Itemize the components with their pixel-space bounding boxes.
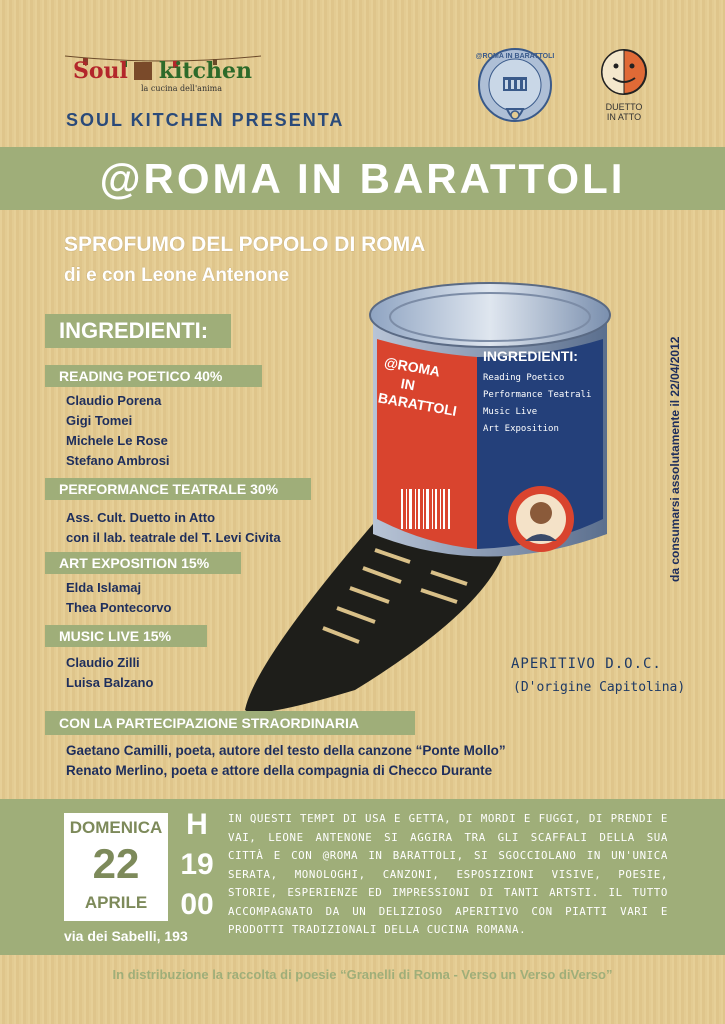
roma-logo-text: @ROMA IN BARATTOLI [475, 53, 555, 60]
expiry-note: da consumarsi assolutamente il 22/04/2012 [668, 336, 682, 582]
can-ingredient: Reading Poetico [483, 373, 565, 383]
can-ingredients-heading: INGREDIENTI: [483, 348, 578, 364]
can-title-line: @ROMA [383, 353, 442, 380]
logo-word-kitchen: kitchen [158, 58, 252, 84]
house-icon [134, 62, 152, 80]
event-hour: 19 [180, 848, 214, 881]
list-item: Claudio Porena [66, 393, 162, 408]
category-label: PERFORMANCE TEATRALE 30% [59, 481, 279, 497]
list-item: con il lab. teatrale del T. Levi Civita [66, 530, 281, 545]
duetto-line2: IN ATTO [606, 112, 642, 122]
soul-kitchen-logo [63, 52, 263, 96]
event-description: IN QUESTI TEMPI DI USA E GETTA, DI MORDI E FUGGI, DI PRENDI E VAI, LEONE ANTENONE SI AGGIRA TRA GLI SCAFFALI DELLA SUA CITTÀ E CON @ROMA IN BARATTOLI, SI SGOCCIOLANO IN UN'UNICA SERATA, MONOLOGHI, CANZONI, ESPOSIZIONI VISIVE, POESIE, STORIE, ESPERIENZE ED IMPRESSIONI DI TANTI ARTSTI. IL TUTTO ACCOMPAGNATO DA UN DELIZIOSO APERITIVO CON PIATTI VARI E PRODOTTI TRADIZIONALI DELLA CUCINA ROMANA. [228, 812, 668, 936]
can-title-line: BARATTOLI [376, 389, 458, 420]
list-item: Thea Pontecorvo [66, 600, 172, 615]
event-address: via dei Sabelli, 193 [64, 928, 188, 944]
hour-label: H [186, 808, 208, 841]
category-reading-poetico [45, 365, 262, 387]
show-author: di e con Leone Antenone [64, 265, 290, 286]
event-date: 22 [92, 840, 140, 887]
aperitivo-subtitle: (D'origine Capitolina) [513, 680, 686, 695]
aperitivo-title: APERITIVO D.O.C. [511, 656, 662, 672]
category-label: MUSIC LIVE 15% [59, 628, 172, 644]
roma-in-barattoli-logo [474, 47, 556, 129]
can-label-ingredients [483, 348, 608, 438]
list-item: Stefano Ambrosi [66, 453, 170, 468]
guest-line: Gaetano Camilli, poeta, autore del testo della canzone “Ponte Mollo” [66, 743, 506, 758]
can-ingredient: Art Exposition [483, 424, 559, 434]
guest-line: Renato Merlino, poeta e attore della compagnia di Checco Durante [66, 763, 493, 778]
event-month: APRILE [84, 893, 148, 912]
list-item: Ass. Cult. Duetto in Atto [66, 510, 216, 525]
footer-note: In distribuzione la raccolta di poesie “Granelli di Roma - Verso un Verso diVerso” [112, 967, 613, 982]
event-day: DOMENICA [69, 818, 163, 837]
can-ingredient: Performance Teatrali [483, 390, 592, 400]
list-item: Michele Le Rose [66, 433, 168, 448]
list-item: Elda Islamaj [66, 580, 142, 595]
partecipazione-heading [45, 711, 415, 735]
list-item: Luisa Balzano [66, 675, 154, 690]
list-item: Gigi Tomei [66, 413, 133, 428]
logo-tagline: la cucina dell'anima [141, 84, 223, 93]
event-title: @ROMA IN BARATTOLI [99, 155, 626, 202]
event-minutes: 00 [180, 888, 214, 921]
presenta-text: SOUL KITCHEN PRESENTA [66, 110, 345, 130]
category-label: READING POETICO 40% [59, 368, 223, 384]
show-subtitle: SPROFUMO DEL POPOLO DI ROMA [64, 233, 426, 256]
can-title-line: IN [399, 375, 417, 394]
category-music-live [45, 625, 207, 647]
list-item: Claudio Zilli [66, 655, 140, 670]
logo-word-soul: Soul [73, 58, 128, 84]
category-label: ART EXPOSITION 15% [59, 555, 210, 571]
can-ingredient: Music Live [483, 407, 538, 417]
theatre-mask-icon [598, 46, 650, 98]
duetto-line1: DUETTO [605, 102, 643, 112]
duetto-in-atto-logo [598, 46, 650, 126]
ingredienti-heading: INGREDIENTI: [45, 314, 231, 348]
category-art-exposition [45, 552, 241, 574]
partecipazione-label: CON LA PARTECIPAZIONE STRAORDINARIA [59, 715, 359, 731]
